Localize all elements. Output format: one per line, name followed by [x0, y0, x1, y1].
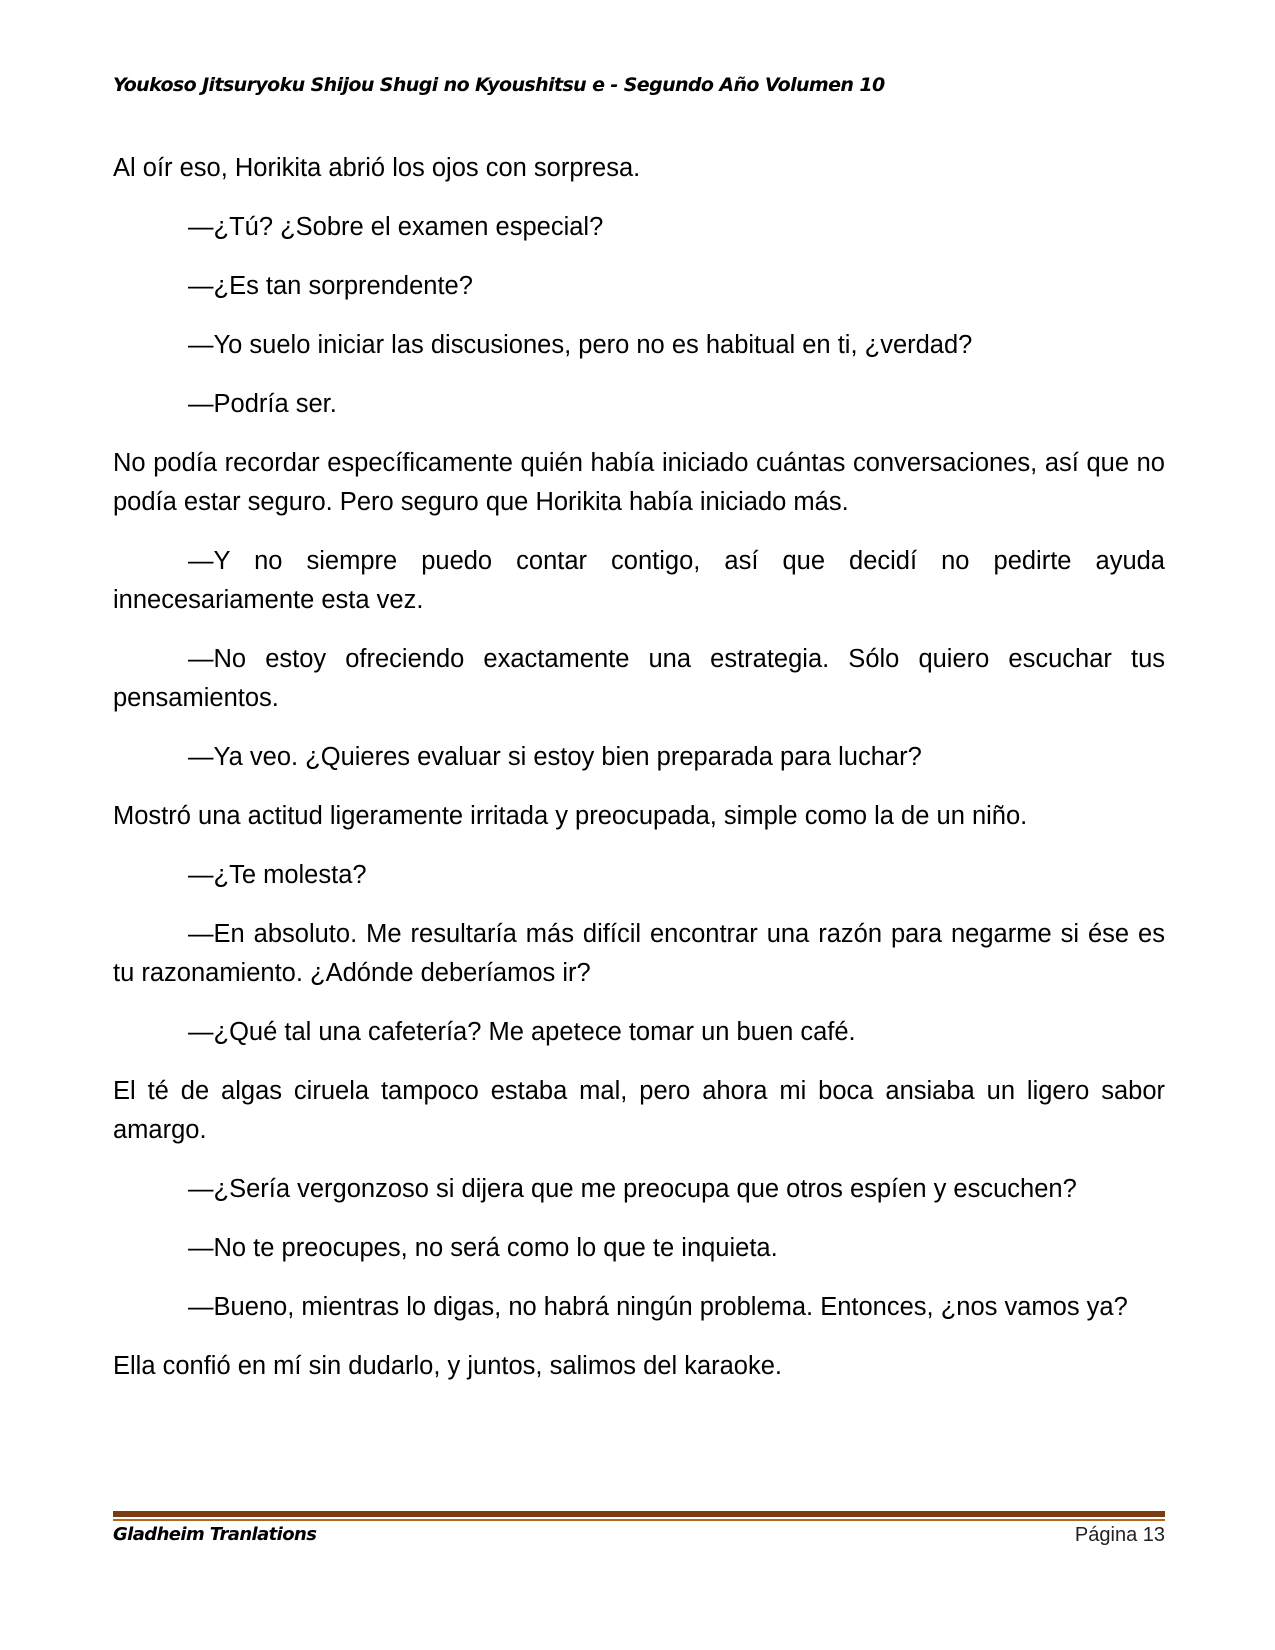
paragraph-dialog: —¿Es tan sorprendente?	[188, 272, 473, 300]
paragraph-narration: No podía recordar específicamente quién había iniciado cuántas conversaciones, así que no podía estar seguro. Pero seguro que Horikita había iniciado más.	[113, 449, 1165, 516]
paragraph-dialog: —Bueno, mientras lo digas, no habrá ningún problema. Entonces, ¿nos vamos ya?	[188, 1293, 1128, 1321]
paragraph-narration: Ella confió en mí sin dudarlo, y juntos, salimos del karaoke.	[113, 1352, 783, 1380]
paragraph-dialog: —¿Qué tal una cafetería? Me apetece tomar un buen café.	[188, 1018, 856, 1046]
paragraph-dialog: —¿Sería vergonzoso si dijera que me preocupa que otros espíen y escuchen?	[188, 1175, 1077, 1203]
page-body	[113, 149, 1165, 1406]
paragraph-dialog: —Y no siempre puedo contar contigo, así que decidí no pedirte ayuda innecesariamente esta vez.	[113, 547, 1165, 614]
paragraph-narration: El té de algas ciruela tampoco estaba mal, pero ahora mi boca ansiaba un ligero sabor amargo.	[113, 1077, 1165, 1144]
paragraph-dialog: —No estoy ofreciendo exactamente una estrategia. Sólo quiero escuchar tus pensamientos.	[113, 645, 1165, 712]
paragraph-dialog: —Yo suelo iniciar las discusiones, pero no es habitual en ti, ¿verdad?	[188, 331, 973, 359]
footer-rule	[113, 1511, 1165, 1517]
paragraph-dialog: —No te preocupes, no será como lo que te inquieta.	[188, 1234, 778, 1262]
page-number: Página 13	[1074, 1524, 1165, 1546]
paragraph-dialog: —Ya veo. ¿Quieres evaluar si estoy bien preparada para luchar?	[188, 743, 922, 771]
paragraph-dialog: —Podría ser.	[188, 390, 337, 418]
paragraph-dialog: —¿Tú? ¿Sobre el examen especial?	[188, 213, 604, 241]
paragraph-dialog: —¿Te molesta?	[188, 861, 367, 889]
footer-credit: Gladheim Tranlations	[113, 1524, 317, 1545]
footer-rule-thin	[113, 1519, 1165, 1521]
paragraph-dialog: —En absoluto. Me resultaría más difícil encontrar una razón para negarme si ése es tu razonamiento. ¿Adónde deberíamos ir?	[113, 920, 1165, 987]
paragraph-narration: Al oír eso, Horikita abrió los ojos con sorpresa.	[113, 154, 641, 182]
running-header: Youkoso Jitsuryoku Shijou Shugi no Kyoushitsu e - Segundo Año Volumen 10	[113, 74, 885, 96]
paragraph-narration: Mostró una actitud ligeramente irritada y preocupada, simple como la de un niño.	[113, 802, 1028, 830]
